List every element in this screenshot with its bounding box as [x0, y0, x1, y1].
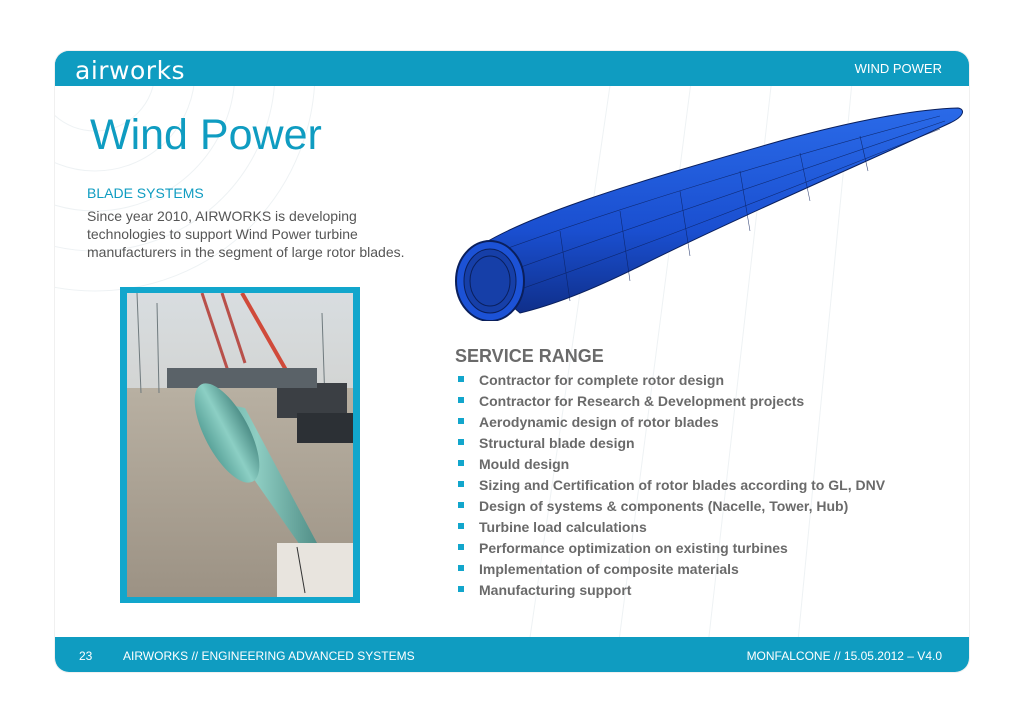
footer-company: AIRWORKS // ENGINEERING ADVANCED SYSTEMS — [123, 649, 415, 663]
list-item-label: Sizing and Certification of rotor blades according to GL, DNV — [479, 477, 886, 493]
list-item — [455, 455, 885, 476]
bullet-icon — [458, 586, 464, 592]
list-item — [455, 476, 885, 497]
list-item-label: Turbine load calculations — [479, 519, 647, 535]
list-item — [455, 497, 885, 518]
list-item — [455, 581, 885, 602]
intro-text: Since year 2010, AIRWORKS is developing technologies to support Wind Power turbine manufacturers in the segment of large rotor blades. — [87, 208, 405, 260]
list-item-label: Contractor for complete rotor design — [479, 372, 725, 388]
bullet-icon — [458, 439, 464, 445]
header-bar — [55, 51, 969, 86]
bullet-icon — [458, 544, 464, 550]
photo-frame — [120, 287, 360, 603]
bullet-icon — [458, 376, 464, 382]
list-item-label: Manufacturing support — [479, 582, 632, 598]
service-range-title: SERVICE RANGE — [455, 346, 604, 366]
list-item — [455, 413, 885, 434]
bullet-icon — [458, 565, 464, 571]
list-item — [455, 371, 885, 392]
logo — [55, 51, 195, 86]
page-title: Wind Power — [90, 111, 322, 159]
bullet-icon — [458, 418, 464, 424]
list-item — [455, 539, 885, 560]
list-item — [455, 518, 885, 539]
service-list — [455, 371, 885, 602]
section-label: WIND POWER — [854, 61, 942, 76]
blade-manufacturing-photo — [127, 293, 353, 597]
list-item — [455, 392, 885, 413]
bullet-icon — [458, 481, 464, 487]
list-item-label: Design of systems & components (Nacelle, Tower, Hub) — [479, 498, 849, 514]
list-item — [455, 560, 885, 581]
logo-text: airworks — [75, 56, 186, 85]
footer-location-date: MONFALCONE // 15.05.2012 – V4.0 — [746, 649, 942, 663]
slide — [55, 51, 969, 672]
footer-bar — [55, 637, 969, 672]
list-item-label: Mould design — [479, 456, 570, 472]
list-item-label: Structural blade design — [479, 435, 635, 451]
bullet-icon — [458, 397, 464, 403]
list-item-label: Aerodynamic design of rotor blades — [479, 414, 719, 430]
bullet-icon — [458, 502, 464, 508]
bullet-icon — [458, 523, 464, 529]
list-item-label: Contractor for Research & Development projects — [479, 393, 805, 409]
page-subtitle: BLADE SYSTEMS — [87, 185, 204, 201]
bullet-icon — [458, 460, 464, 466]
rotor-blade-render — [440, 101, 969, 321]
list-item — [455, 434, 885, 455]
page-number: 23 — [79, 649, 93, 663]
list-item-label: Implementation of composite materials — [479, 561, 739, 577]
list-item-label: Performance optimization on existing turbines — [479, 540, 788, 556]
